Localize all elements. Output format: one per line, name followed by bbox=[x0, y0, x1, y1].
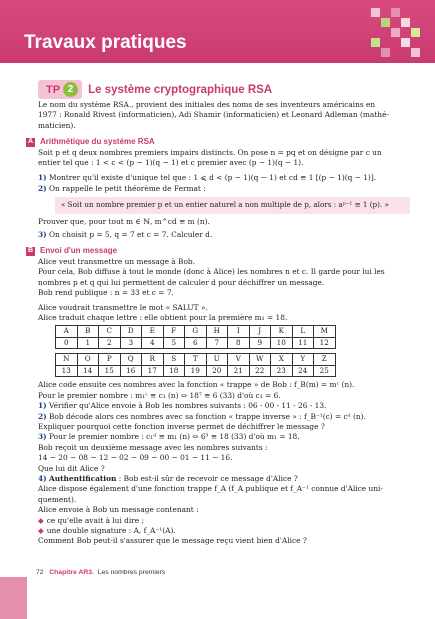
table-cell: W bbox=[249, 354, 271, 366]
table-cell: 8 bbox=[228, 337, 250, 349]
table-cell: 10 bbox=[271, 337, 293, 349]
table-cell: 2 bbox=[99, 337, 121, 349]
question-b2: 2) Bob décode alors ces nombres avec sa fonction « trappe inverse » : f_B⁻¹(c) = cᵈ (n). bbox=[38, 411, 366, 421]
table-cell: 21 bbox=[228, 365, 250, 377]
question-b4-text: Alice dispose également d'une fonction trappe f_A (f_A publique et f_A⁻¹ connue d'Alice uni- bbox=[38, 484, 383, 494]
table-row bbox=[56, 326, 336, 338]
table-cell: 14 bbox=[77, 365, 99, 377]
question-a2: 2) On rappelle le petit théorème de Fermat : bbox=[38, 183, 206, 193]
table-cell: J bbox=[249, 326, 271, 338]
chapter-title: Les nombres premiers bbox=[97, 569, 166, 576]
table-cell: 12 bbox=[314, 337, 336, 349]
table-cell: 6 bbox=[185, 337, 207, 349]
section-a-title: Arithmétique du système RSA bbox=[40, 137, 155, 147]
footer-tab bbox=[0, 577, 27, 619]
page-title: Travaux pratiques bbox=[24, 32, 187, 53]
intro-line: 1977 : Ronald Rivest (informaticien), Adi Shamir (informaticien) et Leonard Adleman (mathé- bbox=[38, 110, 389, 120]
table-cell: X bbox=[271, 354, 293, 366]
table-cell: 0 bbox=[56, 337, 78, 349]
question-b4-text: Alice envoie à Bob un message contenant : bbox=[38, 505, 199, 515]
page-footer bbox=[0, 563, 435, 619]
table-cell: 5 bbox=[163, 337, 185, 349]
chapter-label: Chapitre AR3. bbox=[49, 569, 94, 576]
tp-number: 2 bbox=[63, 82, 78, 97]
table-cell: U bbox=[206, 354, 228, 366]
table-cell: Y bbox=[292, 354, 314, 366]
question-b3-numbers: 14 − 20 − 08 − 12 − 02 − 09 − 00 − 01 − 11 − 16. bbox=[38, 453, 233, 463]
table-cell: 25 bbox=[314, 365, 336, 377]
table-cell: 18 bbox=[163, 365, 185, 377]
question-b4-text: quement). bbox=[38, 494, 77, 504]
table-cell: 20 bbox=[206, 365, 228, 377]
table-cell: I bbox=[228, 326, 250, 338]
table-cell: 1 bbox=[77, 337, 99, 349]
table-cell: M bbox=[314, 326, 336, 338]
table-cell: H bbox=[206, 326, 228, 338]
table-cell: E bbox=[142, 326, 164, 338]
question-b4-ask: Comment Bob peut-il s'assurer que le message reçu vient bien d'Alice ? bbox=[38, 536, 307, 546]
salut-line: Alice voudrait transmettre le mot « SALUT ». bbox=[38, 302, 208, 312]
question-b2-text: Expliquer pourquoi cette fonction inverse permet de déchiffrer le message ? bbox=[38, 421, 325, 431]
table-cell: A bbox=[56, 326, 78, 338]
question-b1: 1) Vérifier qu'Alice envoie à Bob les nombres suivants : 06 - 00 - 11 - 26 - 13. bbox=[38, 401, 327, 411]
question-a3: 3) On choisit p = 5, q = 7 et c = 7. Calculer d. bbox=[38, 230, 213, 240]
table-cell: Z bbox=[314, 354, 336, 366]
section-a-heading bbox=[26, 137, 410, 147]
table-cell: 4 bbox=[142, 337, 164, 349]
section-a-text: Soit p et q deux nombres premiers impairs distincts. On pose n = pq et on désigne par c un bbox=[38, 147, 382, 157]
table-cell: 23 bbox=[271, 365, 293, 377]
table-cell: R bbox=[142, 354, 164, 366]
intro-line: maticien). bbox=[38, 120, 76, 130]
table-cell: 17 bbox=[142, 365, 164, 377]
table-row bbox=[56, 337, 336, 349]
table-cell: 15 bbox=[99, 365, 121, 377]
table-cell: 16 bbox=[120, 365, 142, 377]
list-item: ◆ ce qu'elle avait à lui dire ; bbox=[38, 515, 144, 525]
table-cell: 13 bbox=[56, 365, 78, 377]
table-cell: P bbox=[99, 354, 121, 366]
section-a-letter: A bbox=[27, 138, 34, 146]
table-cell: T bbox=[185, 354, 207, 366]
prove-statement: Prouver que, pour tout m ∈ ℕ, m^cd ≡ m (n). bbox=[38, 216, 210, 226]
table-cell: G bbox=[185, 326, 207, 338]
table-cell: 11 bbox=[292, 337, 314, 349]
table-cell: 19 bbox=[185, 365, 207, 377]
letter-code-table bbox=[55, 325, 336, 377]
table-row bbox=[56, 365, 336, 377]
section-b-text: nombres p et q qui lui permettent de calculer d pour déchiffrer un message. bbox=[38, 277, 325, 287]
section-b-text: Alice veut transmettre un message à Bob. bbox=[38, 256, 196, 266]
table-cell: 9 bbox=[249, 337, 271, 349]
tp-badge bbox=[38, 80, 82, 99]
question-b3: 3) Pour le premier nombre : c₁ᵈ ≡ m₁ (n) ⇔ 6³ ≡ 18 (33) d'où m₁ = 18. bbox=[38, 432, 300, 442]
tp-title: Le système cryptographique RSA bbox=[88, 83, 273, 96]
table-row bbox=[56, 354, 336, 366]
section-a-text: entier tel que : 1 < c < (p − 1)(q − 1) et c premier avec (p − 1)(q − 1). bbox=[38, 158, 304, 168]
section-b-text: Pour cela, Bob diffuse à tout le monde (donc à Alice) les nombres n et c. Il garde pour lui les bbox=[38, 267, 385, 277]
header-banner bbox=[0, 0, 435, 63]
table-cell: N bbox=[56, 354, 78, 366]
table-cell: L bbox=[292, 326, 314, 338]
table-cell: 24 bbox=[292, 365, 314, 377]
page-number: 72 bbox=[36, 569, 44, 576]
table-cell: K bbox=[271, 326, 293, 338]
footer-text bbox=[36, 569, 165, 576]
table-cell: V bbox=[228, 354, 250, 366]
table-cell: D bbox=[120, 326, 142, 338]
first-number-line: Pour le premier nombre : m₁ᶜ ≡ c₁ (n) ⇔ 18⁷ ≡ 6 (33) d'où c₁ = 6. bbox=[38, 390, 281, 400]
table-cell: B bbox=[77, 326, 99, 338]
table-cell: 3 bbox=[120, 337, 142, 349]
translate-line: Alice traduit chaque lettre : elle obtient pour la première m₁ = 18. bbox=[38, 312, 288, 322]
table-cell: S bbox=[163, 354, 185, 366]
encode-line: Alice code ensuite ces nombres avec la fonction « trappe » de Bob : f_B(m) = mᶜ (n). bbox=[38, 380, 355, 390]
main-content bbox=[27, 100, 410, 547]
table-cell: F bbox=[163, 326, 185, 338]
intro-line: Le nom du système RSA., provient des initiales des noms de ses inventeurs américains en bbox=[38, 100, 376, 109]
decorative-squares bbox=[361, 8, 421, 58]
question-b3-text: Bob reçoit un deuxième message avec les nombres suivants : bbox=[38, 442, 268, 452]
section-b-letter: B bbox=[27, 247, 34, 255]
table-cell: C bbox=[99, 326, 121, 338]
section-b-heading bbox=[26, 246, 410, 256]
list-item: ◆ une double signature : A, f_A⁻¹(A). bbox=[38, 526, 176, 535]
table-cell: 7 bbox=[206, 337, 228, 349]
question-a1: 1) Montrer qu'il existe d'unique tel que : 1 ⩽ d < (p − 1)(q − 1) et cd ≡ 1 [(p − 1)(q − 1)]. bbox=[38, 173, 377, 183]
section-b-text: Bob rend publique : n = 33 et c = 7. bbox=[38, 288, 174, 298]
table-cell: Q bbox=[120, 354, 142, 366]
question-b4: 4) Authentification : Bob est-il sûr de recevoir ce message d'Alice ? bbox=[38, 473, 298, 483]
fermat-theorem-box: « Soit un nombre premier p et un entier naturel a non multiple de p, alors : aᵖ⁻¹ ≡ 1 (p). » bbox=[55, 197, 410, 213]
section-b-title: Envoi d'un message bbox=[40, 246, 118, 256]
table-cell: 22 bbox=[249, 365, 271, 377]
tp-heading bbox=[38, 80, 272, 99]
tp-badge-label: TP bbox=[46, 83, 61, 96]
question-b3-ask: Que lui dit Alice ? bbox=[38, 463, 105, 473]
table-cell: O bbox=[77, 354, 99, 366]
